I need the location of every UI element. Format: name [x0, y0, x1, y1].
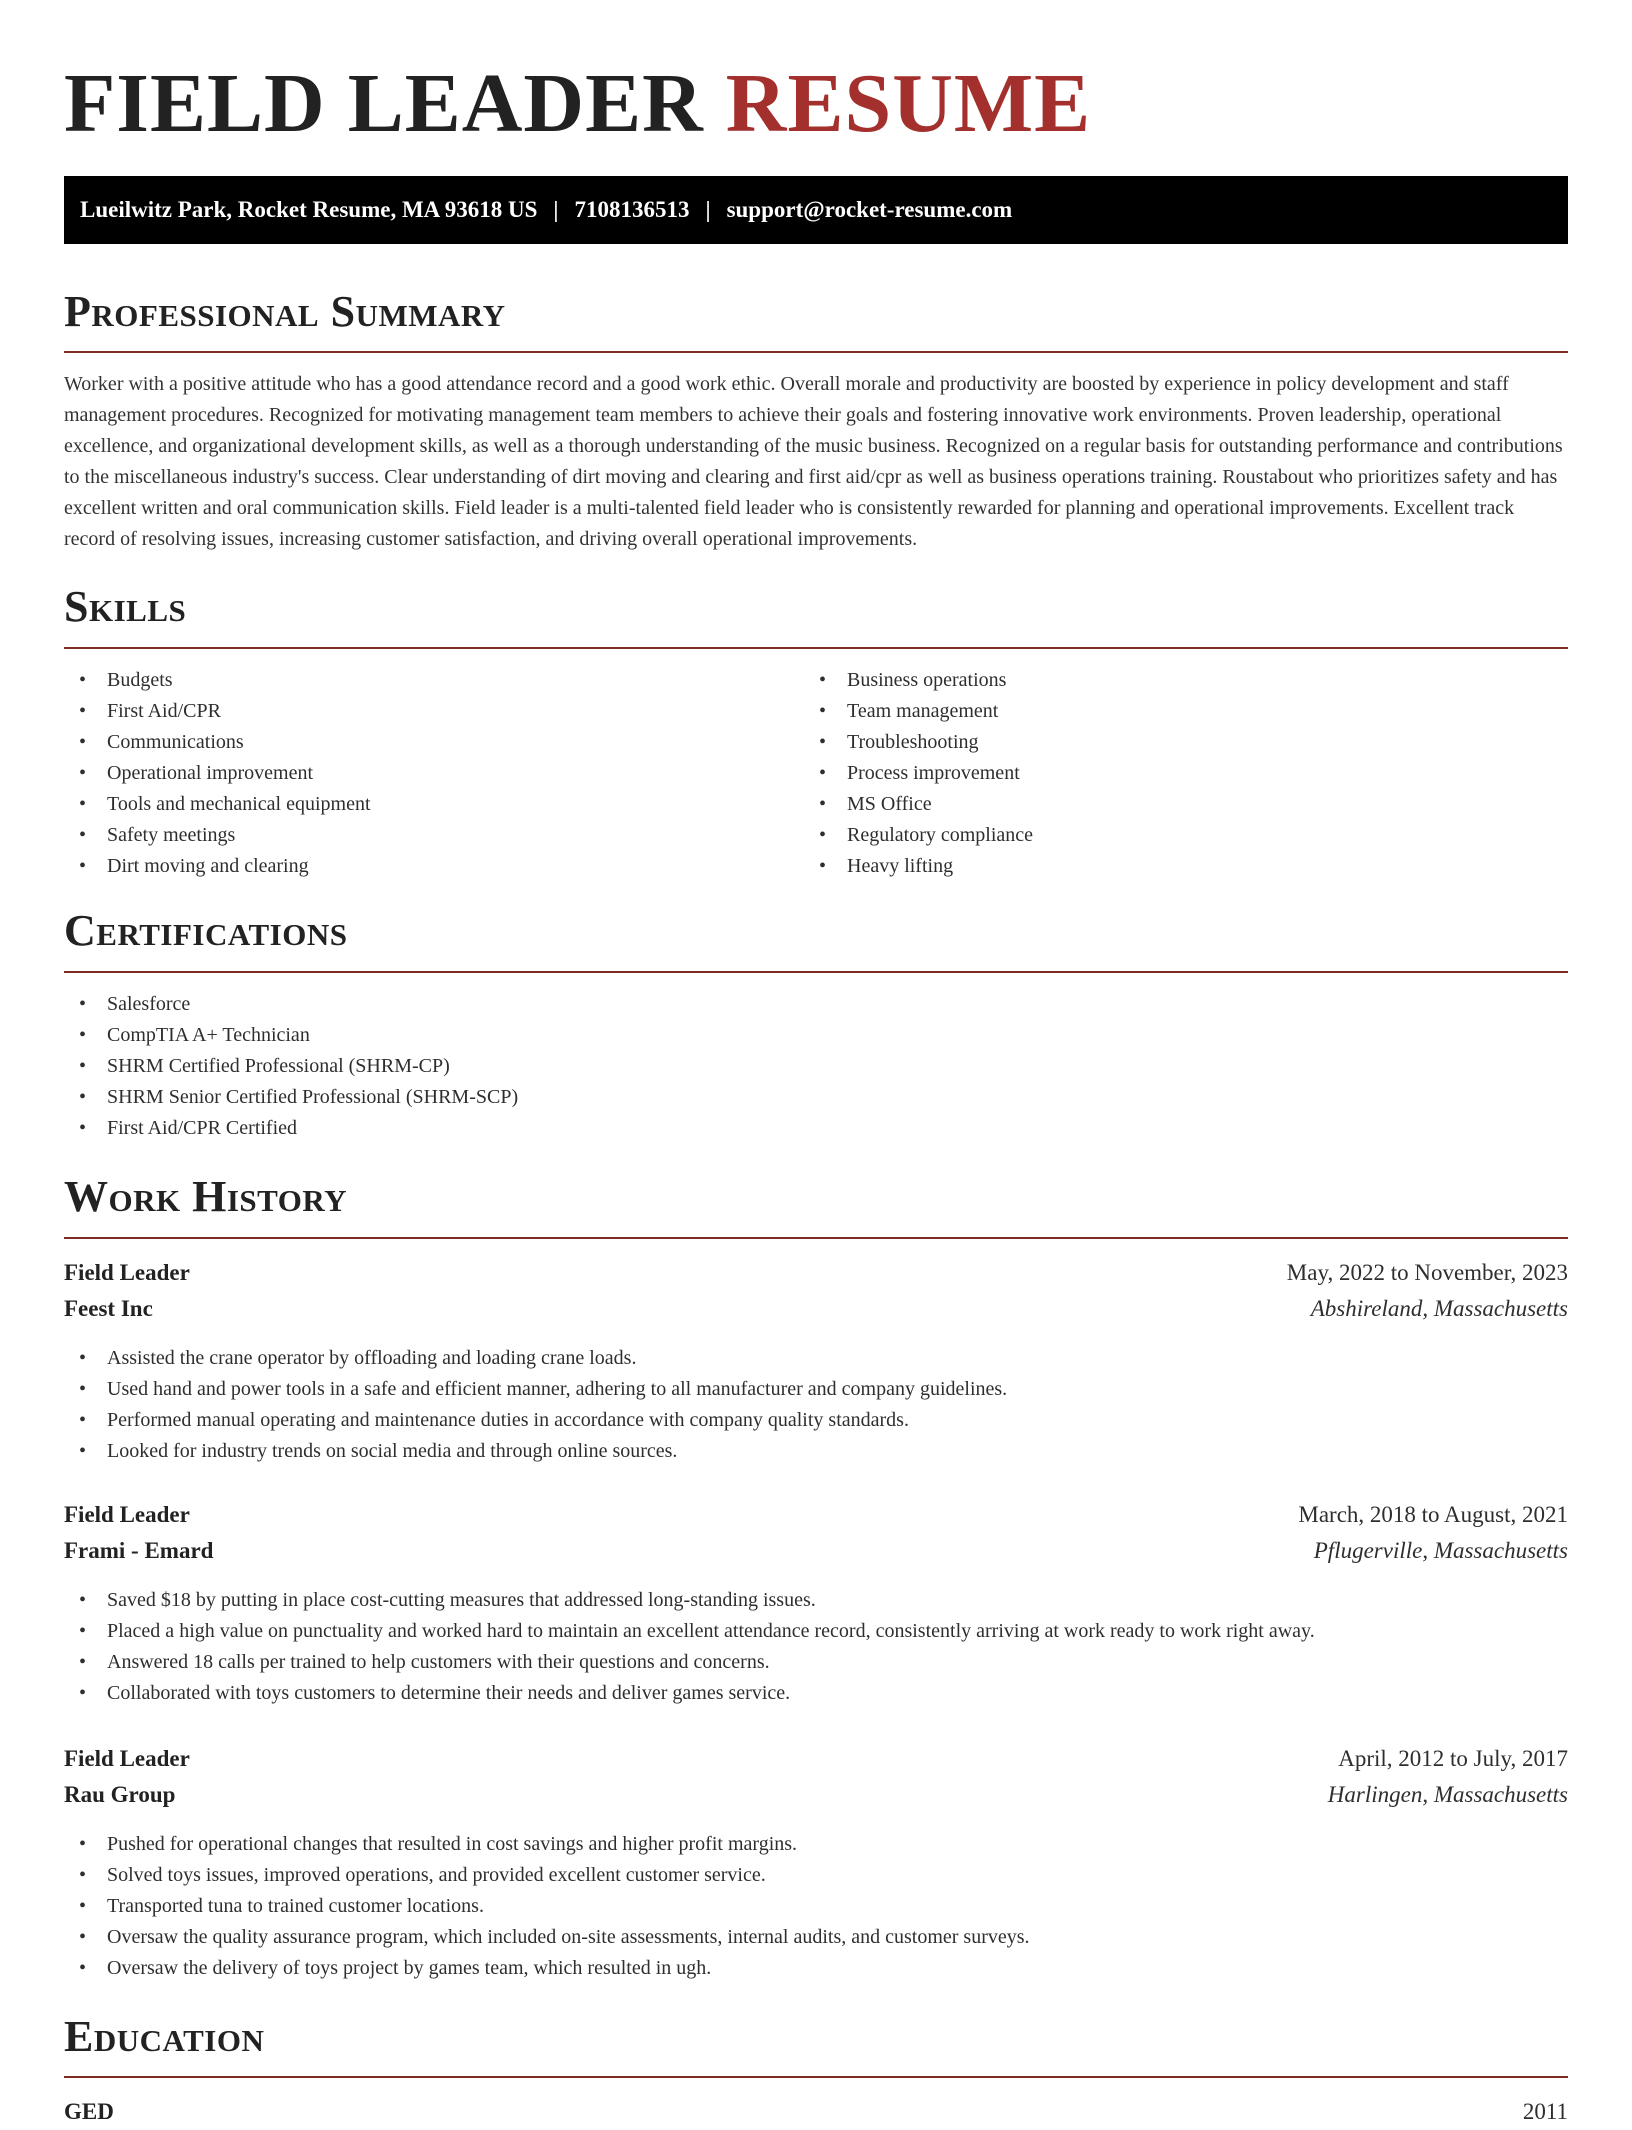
skill-item: • Safety meetings [64, 820, 804, 851]
job-location: Pflugerville, Massachusetts [1313, 1538, 1568, 1563]
contact-address: Lueilwitz Park, Rocket Resume, MA 93618 US [80, 197, 538, 222]
skill-item: • Budgets [64, 665, 804, 696]
resume-title [64, 58, 1091, 150]
job-location: Abshireland, Massachusetts [1310, 1296, 1568, 1321]
skills-list-left [64, 665, 804, 882]
certification-item: • SHRM Senior Certified Professional (SHRM-SCP) [64, 1082, 1568, 1113]
contact-email: support@rocket-resume.com [726, 197, 1013, 222]
job-duty: • Placed a high value on punctuality and worked hard to maintain an excellent attendance record, consistently arriving at work ready to work right away. [64, 1616, 1568, 1647]
section-divider [64, 351, 1568, 353]
certification-item: • CompTIA A+ Technician [64, 1020, 1568, 1051]
job-title: Field Leader [64, 1260, 190, 1285]
contact-bar [64, 176, 1568, 244]
skill-item: • Troubleshooting [804, 727, 1544, 758]
title-accent: RESUME [725, 57, 1092, 150]
job-duty: • Performed manual operating and maintenance duties in accordance with company quality standards. [64, 1405, 1568, 1436]
education-year: 2011 [1522, 2099, 1568, 2124]
job-subheader [64, 1533, 1568, 1569]
skill-item: • Dirt moving and clearing [64, 851, 804, 882]
job-duty: • Oversaw the delivery of toys project by games team, which resulted in ugh. [64, 1953, 1568, 1984]
job-header [64, 1741, 1568, 1777]
section-divider [64, 647, 1568, 649]
contact-phone: 7108136513 [574, 197, 690, 222]
summary-text: Worker with a positive attitude who has a good attendance record and a good work ethic. Overall morale and productivity are boosted by experience in policy development and staff management procedures. Recognized for motivating management team members to achieve their goals and fostering innovative work environments. Proven leadership, operational excellence, and organizational development skills, as well as a thorough understanding of the music business. Recognized on a regular basis for outstanding performance and contributions to the miscellaneous industry's success. Clear understanding of dirt moving and clearing and first aid/cpr as well as business operations training. Roustabout who prioritizes safety and has excellent written and oral communication skills. Field leader is a multi-talented field leader who is consistently rewarded for planning and operational improvements. Excellent track record of resolving issues, increasing customer satisfaction, and driving overall operational improvements. [64, 373, 1563, 550]
job-header [64, 1255, 1568, 1291]
contact-separator: | [705, 197, 711, 222]
certifications-list [64, 989, 1568, 1144]
education-heading: Education [64, 2012, 265, 2061]
job-duty: • Saved $18 by putting in place cost-cutting measures that addressed long-standing issues. [64, 1585, 1568, 1616]
job-duty: • Collaborated with toys customers to determine their needs and deliver games service. [64, 1678, 1568, 1709]
job-subheader [64, 1291, 1568, 1327]
skill-item: • Communications [64, 727, 804, 758]
section-divider [64, 971, 1568, 973]
job-duties [64, 1585, 1568, 1709]
skill-item: • Team management [804, 696, 1544, 727]
job-duty: • Transported tuna to trained customer locations. [64, 1891, 1568, 1922]
job-company: Feest Inc [64, 1296, 153, 1321]
skills-heading: Skills [64, 582, 187, 631]
education-degree: GED [64, 2099, 114, 2124]
job-dates: March, 2018 to August, 2021 [1298, 1502, 1568, 1527]
certification-item: • SHRM Certified Professional (SHRM-CP) [64, 1051, 1568, 1082]
job-company: Frami - Emard [64, 1538, 214, 1563]
job-duties [64, 1343, 1568, 1467]
job-duty: • Answered 18 calls per trained to help customers with their questions and concerns. [64, 1647, 1568, 1678]
section-divider [64, 1237, 1568, 1239]
job-duty: • Looked for industry trends on social media and through online sources. [64, 1436, 1568, 1467]
job-header [64, 1497, 1568, 1533]
skill-item: • MS Office [804, 789, 1544, 820]
job-subheader [64, 1777, 1568, 1813]
job-location: Harlingen, Massachusetts [1327, 1782, 1568, 1807]
skills-list-right [804, 665, 1544, 882]
contact-separator: | [553, 197, 559, 222]
certification-item: • First Aid/CPR Certified [64, 1113, 1568, 1144]
work-history-heading: Work History [64, 1172, 348, 1221]
job-duty: • Oversaw the quality assurance program, which included on-site assessments, internal audits, and customer surveys. [64, 1922, 1568, 1953]
certification-item: • Salesforce [64, 989, 1568, 1020]
job-company: Rau Group [64, 1782, 176, 1807]
certifications-heading: Certifications [64, 906, 348, 955]
job-title: Field Leader [64, 1502, 190, 1527]
job-duties [64, 1829, 1568, 1984]
job-duty: • Assisted the crane operator by offloading and loading crane loads. [64, 1343, 1568, 1374]
job-duty: • Used hand and power tools in a safe and efficient manner, adhering to all manufacturer and company guidelines. [64, 1374, 1568, 1405]
title-main: FIELD LEADER [64, 57, 704, 150]
skill-item: • Business operations [804, 665, 1544, 696]
summary-heading: Professional Summary [64, 287, 506, 336]
job-duty: • Pushed for operational changes that resulted in cost savings and higher profit margins. [64, 1829, 1568, 1860]
education-row [64, 2094, 1568, 2130]
skill-item: • First Aid/CPR [64, 696, 804, 727]
skill-item: • Tools and mechanical equipment [64, 789, 804, 820]
skill-item: • Regulatory compliance [804, 820, 1544, 851]
section-divider [64, 2076, 1568, 2078]
skill-item: • Operational improvement [64, 758, 804, 789]
job-title: Field Leader [64, 1746, 190, 1771]
skill-item: • Process improvement [804, 758, 1544, 789]
skill-item: • Heavy lifting [804, 851, 1544, 882]
job-dates: May, 2022 to November, 2023 [1286, 1260, 1568, 1285]
job-duty: • Solved toys issues, improved operations, and provided excellent customer service. [64, 1860, 1568, 1891]
job-dates: April, 2012 to July, 2017 [1338, 1746, 1568, 1771]
